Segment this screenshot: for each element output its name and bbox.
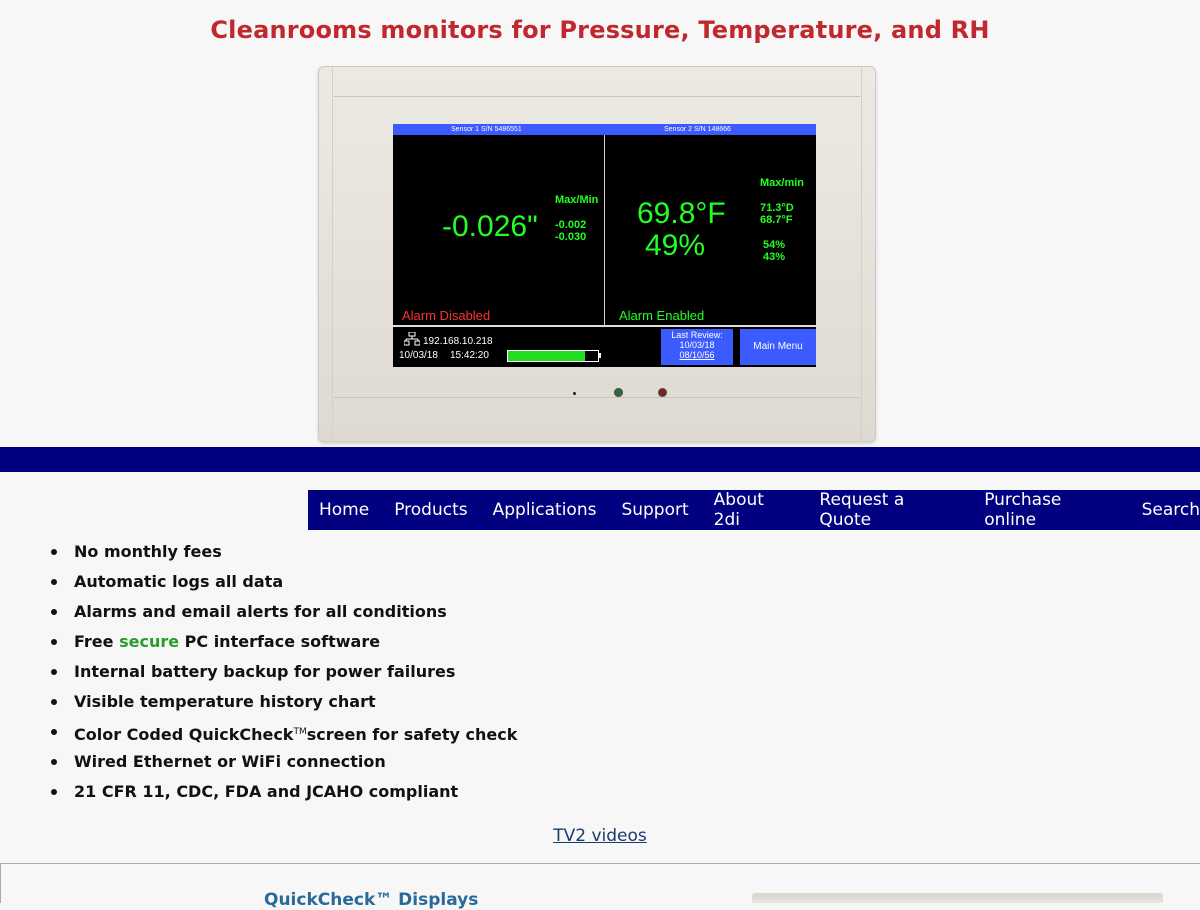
nav-support[interactable]: Support [621,500,689,520]
rh-min: 43% [763,251,786,263]
pressure-max: -0.002 [555,219,587,231]
battery-indicator [507,350,599,362]
feature-text: Free [74,632,120,651]
panel-divider [604,135,605,327]
alarm-enabled-status: Alarm Enabled [619,308,705,323]
panel-bottom-line [393,325,816,327]
feature-list [74,538,517,808]
feature-item: Automatic logs all data [74,568,517,598]
device-screen [393,124,816,367]
humidity-reading: 49% [645,229,706,262]
feature-item: 21 CFR 11, CDC, FDA and JCAHO compliant [74,778,517,808]
last-review-label: Last Review: [671,330,723,340]
temperature-reading: 69.8°F [637,197,726,230]
next-review-date: 08/10/56 [679,350,715,360]
battery-tip [598,353,601,358]
device-bezel-line [334,397,860,398]
feature-item: No monthly fees [74,538,517,568]
green-led [614,388,623,397]
secure-link[interactable]: secure [119,632,180,651]
device-edge [332,66,333,442]
feature-item: Internal battery backup for power failures [74,658,517,688]
feature-text: PC interface software [179,632,381,651]
rh-max: 54% [763,239,786,251]
sensor2-label: Sensor 2 S/N 148666 [664,126,731,133]
feature-item [74,628,517,658]
feature-item [74,718,517,748]
feature-item: Visible temperature history chart [74,688,517,718]
monitor-device-image [318,66,876,442]
nav-about[interactable]: About 2di [713,490,764,530]
ip-address: 192.168.10.218 [423,336,493,347]
pressure-reading: -0.026" [442,210,538,243]
header-band [0,447,1200,472]
pressure-min: -0.030 [555,231,587,243]
maxmin-label: Max/min [760,177,805,189]
nav-home[interactable]: Home [319,500,370,520]
red-led [658,388,667,397]
network-icon [404,332,420,346]
product-image [752,893,1163,903]
tv2-videos-link[interactable]: TV2 videos [553,826,647,846]
screen-date: 10/03/18 [399,350,438,361]
temp-min: 68.7°F [760,214,793,226]
nav-search[interactable]: Search [1141,500,1200,520]
device-edge [861,66,862,442]
last-review-date: 10/03/18 [679,340,715,350]
status-dot [573,392,576,395]
page-title: Cleanrooms monitors for Pressure, Temperature, and RH [210,16,990,44]
section-heading: QuickCheck™ Displays [264,890,479,910]
maxmin-label: Max/Min [555,194,599,206]
device-bezel-line [334,96,860,97]
alarm-disabled-status: Alarm Disabled [402,308,491,323]
feature-item: Wired Ethernet or WiFi connection [74,748,517,778]
nav-applications[interactable]: Applications [492,500,597,520]
screen-time: 15:42:20 [450,350,489,361]
trademark-mark: TM [293,727,307,737]
feature-text: Color Coded QuickCheck [74,725,294,744]
main-menu-button: Main Menu [740,329,816,365]
temp-max: 71.3°D [760,202,794,214]
sensor1-label: Sensor 1 S/N 5486551 [451,126,522,133]
nav-products[interactable]: Products [394,500,468,520]
battery-fill [508,351,585,361]
feature-item: Alarms and email alerts for all conditions [74,598,517,628]
last-review-button [661,329,733,365]
nav-request-quote[interactable]: Request a Quote [819,490,905,530]
feature-text: screen for safety check [306,725,518,744]
main-nav [308,490,1200,530]
nav-purchase-online[interactable]: Purchase online [984,490,1062,530]
